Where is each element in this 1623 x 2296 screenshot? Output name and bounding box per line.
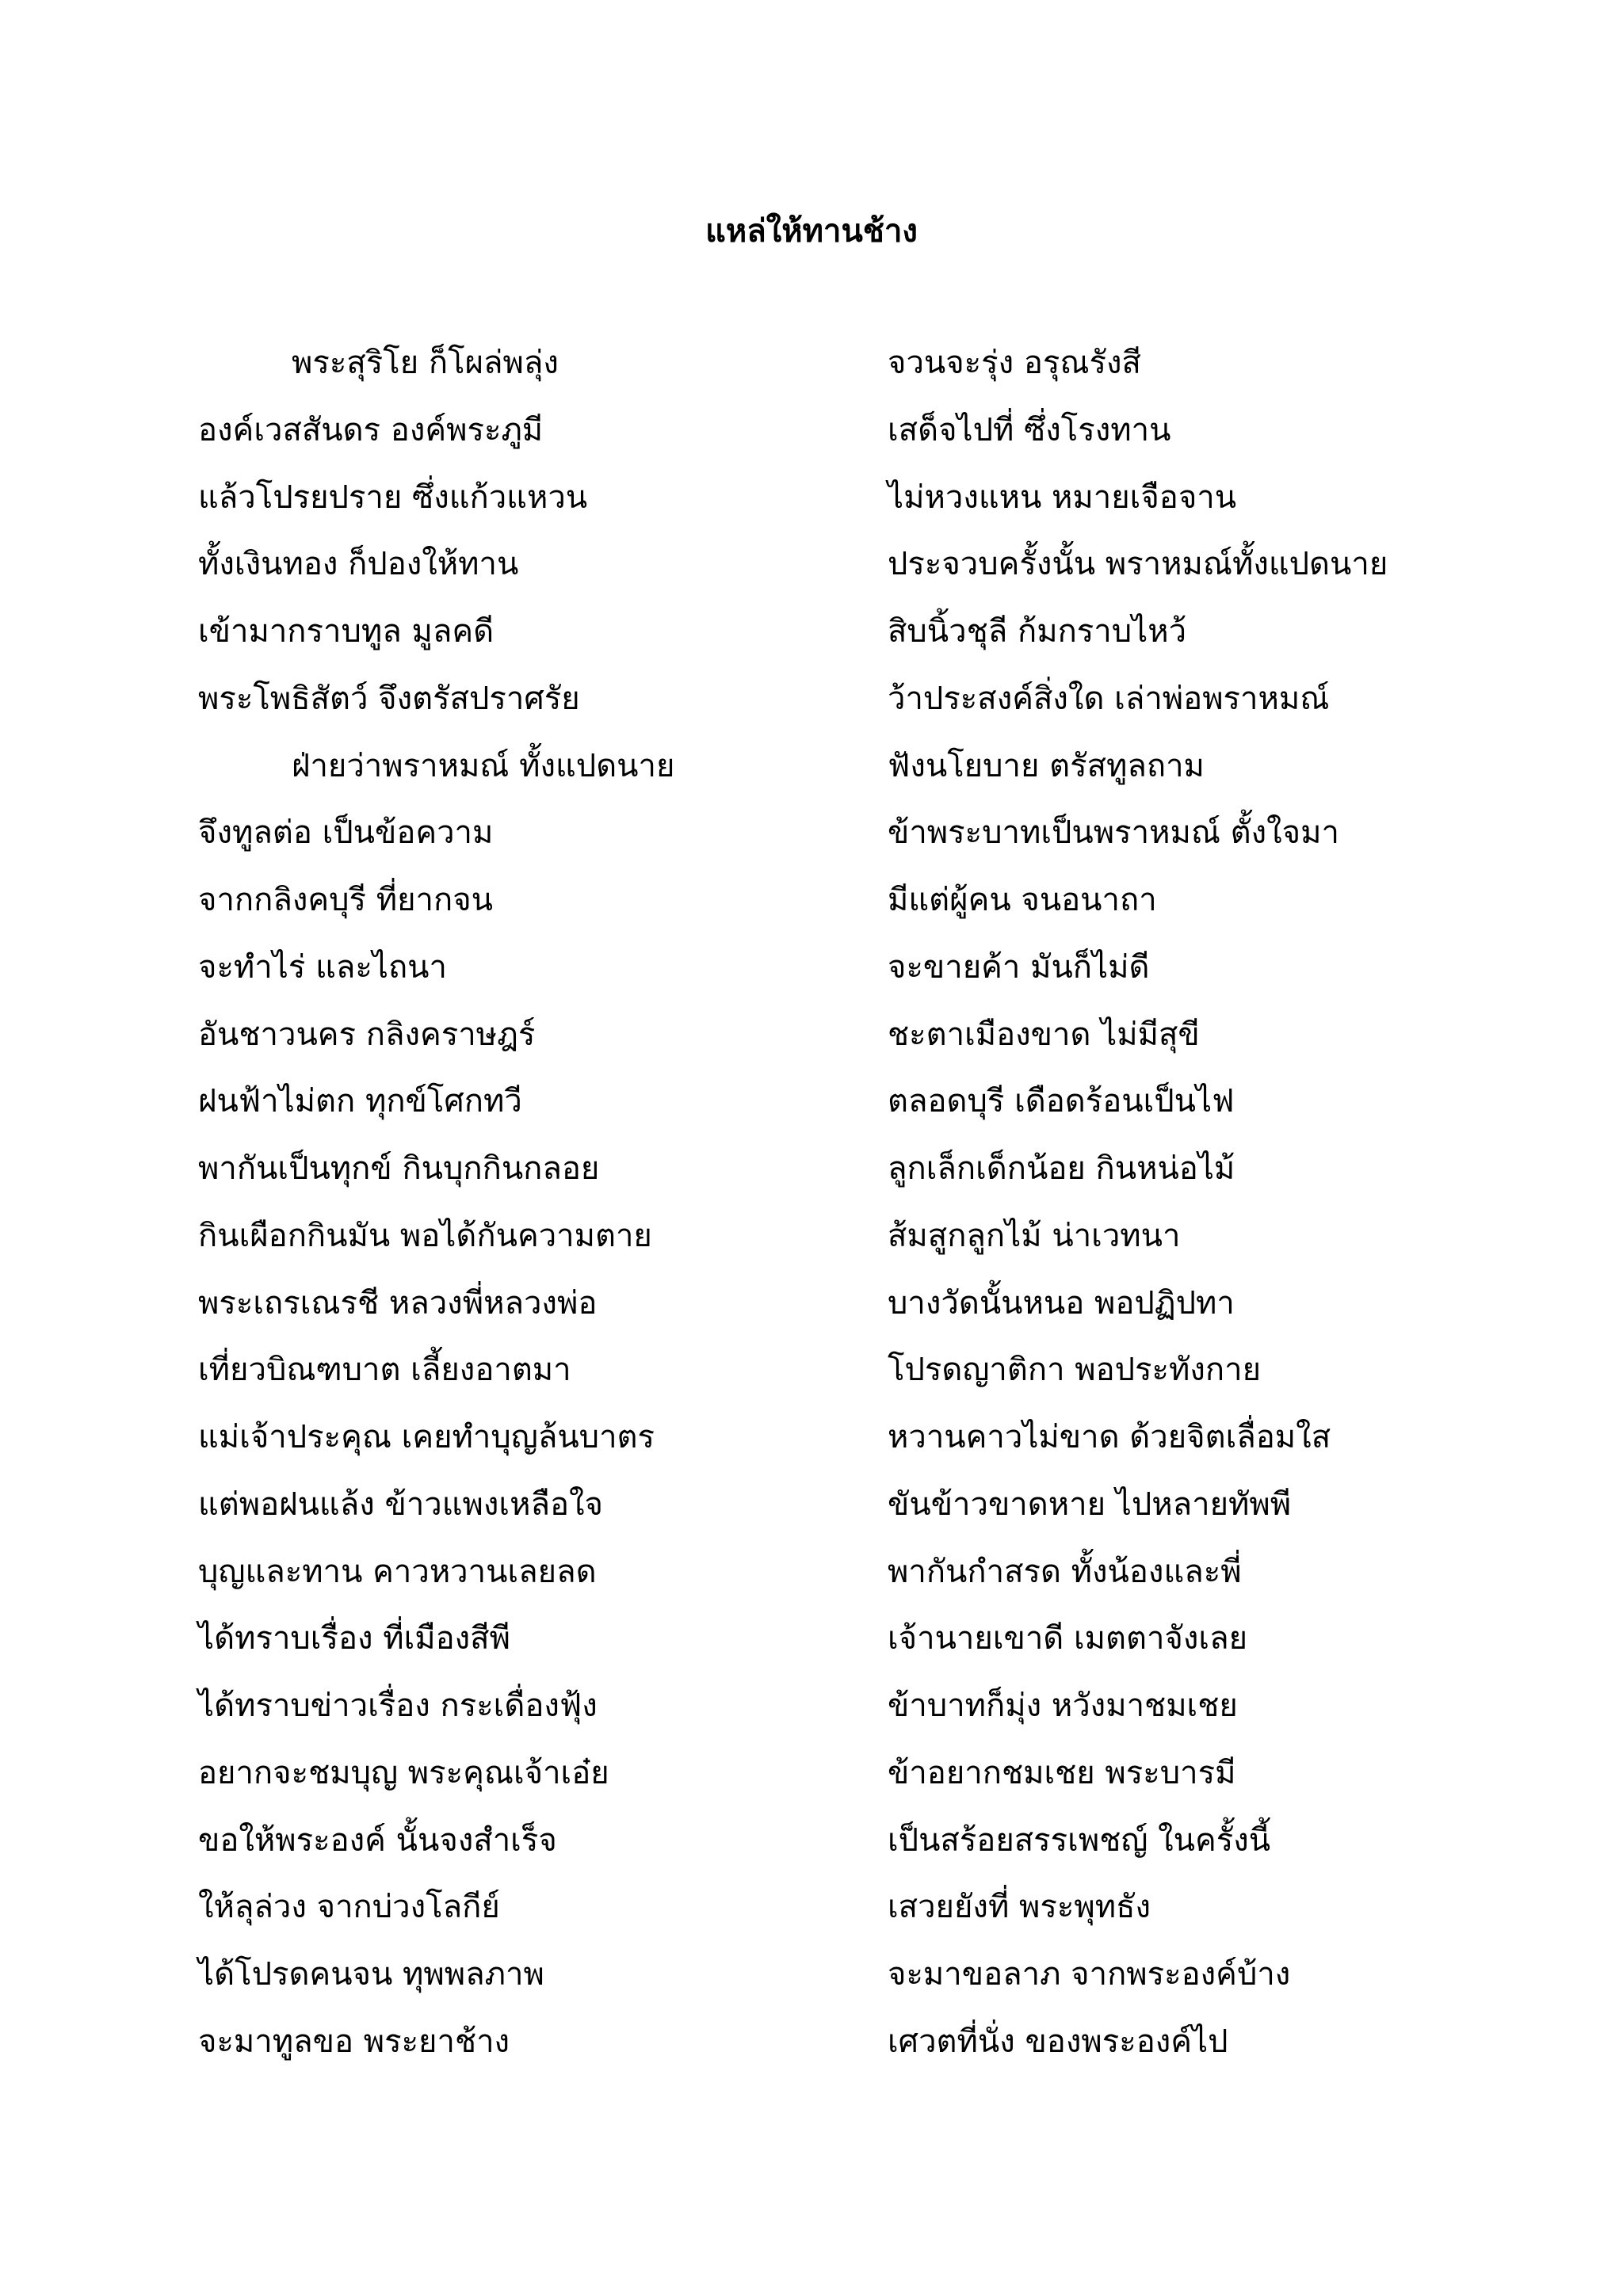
poem-line (0, 1548, 1623, 1615)
poem-line (0, 1280, 1623, 1347)
poem-line (0, 742, 1623, 810)
first-hemistich: ได้ทราบเรื่อง ที่เมืองสีพี (198, 1620, 510, 1657)
second-hemistich: เป็นสร้อยสรรเพชญ์ ในครั้งนี้ (888, 1821, 1271, 1859)
poem-line (0, 1413, 1623, 1481)
second-hemistich: ว้าประสงค์สิ่งใด เล่าพ่อพราหมณ์ (888, 680, 1330, 717)
second-hemistich: ข้าพระบาทเป็นพราหมณ์ ตั้งใจมา (888, 814, 1339, 852)
poem-body (0, 339, 1623, 2085)
second-hemistich: ตลอดบุรี เดือดร้อนเป็นไฟ (888, 1083, 1235, 1120)
poem-line (0, 1682, 1623, 1749)
second-hemistich: ไม่หวงแหน หมายเจือจาน (888, 479, 1237, 516)
first-hemistich: แล้วโปรยปราย ซึ่งแก้วแหวน (198, 479, 588, 516)
second-hemistich: จวนจะรุ่ง อรุณรังสี (888, 345, 1141, 381)
poem-line (0, 1145, 1623, 1212)
poem-line (0, 1883, 1623, 1951)
second-hemistich: เจ้านายเขาดี เมตตาจังเลย (888, 1620, 1248, 1657)
second-hemistich: โปรดญาติกา พอประทังกาย (888, 1352, 1262, 1389)
first-hemistich: อันชาวนคร กลิงคราษฎร์ (198, 1016, 536, 1053)
poem-line (0, 1481, 1623, 1548)
first-hemistich: องค์เวสสันดร องค์พระภูมี (198, 411, 544, 448)
first-hemistich: ทั้งเงินทอง ก็ปองให้ทาน (198, 546, 519, 583)
second-hemistich: หวานคาวไม่ขาด ด้วยจิตเลื่อมใส (888, 1419, 1331, 1455)
first-hemistich: แม่เจ้าประคุณ เคยทำบุญล้นบาตร (198, 1419, 655, 1455)
second-hemistich: เสด็จไปที่ ซึ่งโรงทาน (888, 411, 1171, 448)
second-hemistich: ข้าบาทก็มุ่ง หวังมาชมเชย (888, 1688, 1238, 1724)
first-hemistich: พระสุริโย ก็โผล่พลุ่ง (292, 345, 559, 381)
document-title: แหล่ให้ทานช้าง (705, 212, 918, 250)
second-hemistich: เสวยยังที่ พระพุทธัง (888, 1889, 1151, 1926)
poem-line (0, 1077, 1623, 1145)
poem-line (0, 675, 1623, 742)
poem-line (0, 1011, 1623, 1078)
first-hemistich: กินเผือกกินมัน พอได้กันความตาย (198, 1217, 652, 1254)
poem-line (0, 540, 1623, 608)
poem-line (0, 1749, 1623, 1817)
first-hemistich: ขอให้พระองค์ นั้นจงสำเร็จ (198, 1821, 557, 1859)
poem-line (0, 1817, 1623, 1884)
second-hemistich: ประจวบครั้งนั้น พราหมณ์ทั้งแปดนาย (888, 546, 1388, 583)
poem-line (0, 876, 1623, 944)
second-hemistich: ขันข้าวขาดหาย ไปหลายทัพพี (888, 1486, 1292, 1523)
first-hemistich: จะทำไร่ และไถนา (198, 948, 447, 986)
first-hemistich: บุญและทาน คาวหวานเลยลด (198, 1553, 597, 1590)
poem-line (0, 339, 1623, 406)
first-hemistich: จากกลิงคบุรี ที่ยากจน (198, 882, 493, 918)
poem-line (0, 809, 1623, 876)
first-hemistich: พระเถรเณรชี หลวงพี่หลวงพ่อ (198, 1284, 598, 1322)
poem-line (0, 1212, 1623, 1280)
first-hemistich: ให้ลุล่วง จากบ่วงโลกีย์ (198, 1889, 500, 1926)
poem-line (0, 1615, 1623, 1682)
first-hemistich: เที่ยวบิณฑบาต เลี้ยงอาตมา (198, 1352, 571, 1389)
first-hemistich: จะมาทูลขอ พระยาช้าง (198, 2023, 510, 2060)
poem-line (0, 1951, 1623, 2018)
second-hemistich: บางวัดนั้นหนอ พอปฏิปทา (888, 1284, 1235, 1322)
poem-line (0, 608, 1623, 675)
first-hemistich: เข้ามากราบทูล มูลคดี (198, 613, 495, 650)
second-hemistich: สิบนิ้วชุลี ก้มกราบไหว้ (888, 613, 1187, 650)
second-hemistich: ฟังนโยบาย ตรัสทูลถาม (888, 747, 1205, 784)
second-hemistich: ส้มสูกลูกไม้ น่าเวทนา (888, 1217, 1181, 1254)
first-hemistich: ฝนฟ้าไม่ตก ทุกข์โศกทวี (198, 1083, 522, 1120)
second-hemistich: พากันกำสรด ทั้งน้องและพี่ (888, 1553, 1242, 1590)
first-hemistich: ได้ทราบข่าวเรื่อง กระเดื่องฟุ้ง (198, 1688, 598, 1724)
second-hemistich: เศวตที่นั่ง ของพระองค์ไป (888, 2023, 1228, 2060)
first-hemistich: อยากจะชมบุญ พระคุณเจ้าเอ๋ย (198, 1754, 609, 1791)
poem-line (0, 944, 1623, 1011)
first-hemistich: ได้โปรดคนจน ทุพพลภาพ (198, 1956, 544, 1993)
second-hemistich: มีแต่ผู้คน จนอนาถา (888, 882, 1157, 918)
second-hemistich: ลูกเล็กเด็กน้อย กินหน่อไม้ (888, 1150, 1235, 1187)
poem-line (0, 1346, 1623, 1413)
second-hemistich: ชะตาเมืองขาด ไม่มีสุขี (888, 1016, 1200, 1053)
second-hemistich: ข้าอยากชมเชย พระบารมี (888, 1754, 1236, 1791)
first-hemistich: จึงทูลต่อ เป็นข้อความ (198, 814, 494, 852)
first-hemistich: พระโพธิสัตว์ จึงตรัสปราศรัย (198, 680, 580, 717)
second-hemistich: จะมาขอลาภ จากพระองค์บ้าง (888, 1956, 1291, 1993)
poem-line (0, 406, 1623, 474)
first-hemistich: พากันเป็นทุกข์ กินบุกกินกลอย (198, 1150, 600, 1187)
poem-line (0, 2018, 1623, 2085)
first-hemistich: แต่พอฝนแล้ง ข้าวแพงเหลือใจ (198, 1486, 603, 1523)
poem-line (0, 474, 1623, 541)
first-hemistich: ฝ่ายว่าพราหมณ์ ทั้งแปดนาย (292, 747, 675, 784)
second-hemistich: จะขายค้า มันก็ไม่ดี (888, 948, 1150, 986)
